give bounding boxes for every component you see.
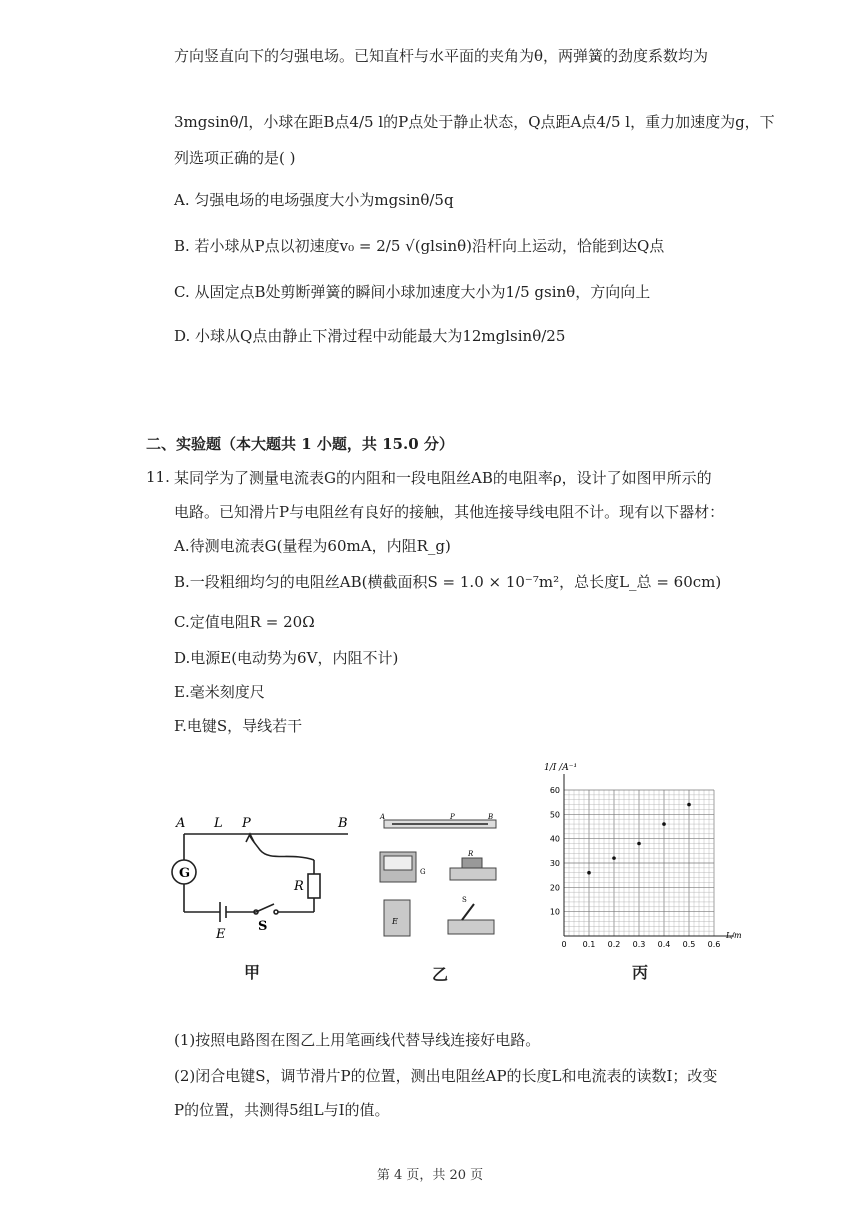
label-b: B (338, 816, 348, 831)
data-point (587, 871, 591, 875)
step-1: (1)按照电路图在图乙上用笔画线代替导线连接好电路。 (174, 1031, 541, 1049)
data-point (662, 822, 666, 826)
equipment-c: C.定值电阻R = 20Ω (174, 613, 315, 631)
equipment-figure-yi (378, 812, 508, 952)
option-c: C. 从固定点B处剪断弹簧的瞬间小球加速度大小为1/5 gsinθ，方向向上 (174, 283, 651, 301)
yi-label-b: B (488, 813, 494, 821)
caption-bing: 丙 (632, 963, 649, 982)
caption-jia: 甲 (244, 963, 261, 982)
step-2-line-1: (2)闭合电键S，调节滑片P的位置，测出电阻丝AP的长度L和电流表的读数I；改变 (174, 1067, 718, 1085)
question-line-3: 列选项正确的是( ) (174, 149, 296, 167)
x-tick-label: 0.2 (607, 940, 621, 949)
x-tick-label: 0.1 (582, 940, 596, 949)
section-title: 二、实验题（本大题共 1 小题，共 15.0 分） (146, 435, 454, 453)
y-tick-label: 10 (549, 907, 560, 917)
label-a: A (176, 816, 186, 831)
x-tick-label: 0 (561, 940, 567, 949)
chart-xlabel: L/m (726, 931, 742, 940)
question-number: 11. (146, 468, 170, 486)
q11-line-2: 电路。已知滑片P与电阻丝有良好的接触，其他连接导线电阻不计。现有以下器材： (174, 503, 725, 521)
data-point (687, 803, 691, 807)
q11-line-1: 某同学为了测量电流表G的内阻和一段电阻丝AB的电阻率ρ，设计了如图甲所示的 (174, 469, 712, 487)
yi-label-p: P (450, 813, 455, 821)
option-a: A. 匀强电场的电场强度大小为mgsinθ/5q (174, 191, 454, 209)
label-l: L (214, 816, 223, 831)
y-tick-label: 20 (549, 883, 560, 893)
equipment-f: F.电键S，导线若干 (174, 717, 303, 735)
yi-label-g: G (420, 868, 426, 876)
data-point (612, 856, 616, 860)
x-tick-label: 0.5 (682, 940, 696, 949)
yi-label-r: R (468, 850, 474, 858)
y-tick-label: 40 (549, 834, 560, 844)
data-point (637, 842, 641, 846)
circuit-diagram-jia (170, 812, 360, 952)
option-d: D. 小球从Q点由静止下滑过程中动能最大为12mglsinθ/25 (174, 327, 566, 345)
equipment-b: B.一段粗细均匀的电阻丝AB(横截面积S = 1.0 × 10⁻⁷m²，总长度L_总 = 60cm) (174, 573, 722, 591)
question-line-2: 3mgsinθ/l，小球在距B点4/5 l的P点处于静止状态，Q点距A点4/5 l，重力加速度为g，下 (174, 113, 775, 131)
y-tick-label: 60 (549, 786, 560, 795)
chart-ylabel: 1/I /A⁻¹ (544, 763, 578, 773)
equipment-a: A.待测电流表G(量程为60mA，内阻R_g) (174, 537, 451, 555)
yi-label-a: A (380, 813, 386, 821)
equipment-d: D.电源E(电动势为6V，内阻不计) (174, 649, 399, 667)
x-tick-label: 0.4 (657, 940, 671, 949)
chart-bing (530, 756, 750, 966)
x-tick-label: 0.6 (707, 940, 721, 949)
equipment-e: E.毫米刻度尺 (174, 683, 265, 701)
label-p: P (242, 816, 251, 831)
y-tick-label: 30 (549, 859, 560, 868)
caption-yi: 乙 (432, 965, 449, 984)
label-e: E (216, 927, 226, 942)
yi-label-e: E (392, 917, 398, 926)
page-footer: 第 4 页，共 20 页 (376, 1168, 484, 1183)
y-tick-label: 50 (549, 810, 560, 820)
yi-label-s: S (462, 896, 467, 904)
label-r: R (294, 879, 304, 894)
galvanometer-symbol: G (179, 866, 191, 881)
x-tick-label: 0.3 (632, 940, 646, 949)
label-s: S (258, 919, 268, 934)
question-line-1: 方向竖直向下的匀强电场。已知直杆与水平面的夹角为θ，两弹簧的劲度系数均为 (174, 47, 709, 65)
step-2-line-2: P的位置，共测得5组L与I的值。 (174, 1101, 390, 1119)
option-b: B. 若小球从P点以初速度v₀ = 2/5 √(glsinθ)沿杆向上运动，恰能到达Q点 (174, 237, 665, 255)
